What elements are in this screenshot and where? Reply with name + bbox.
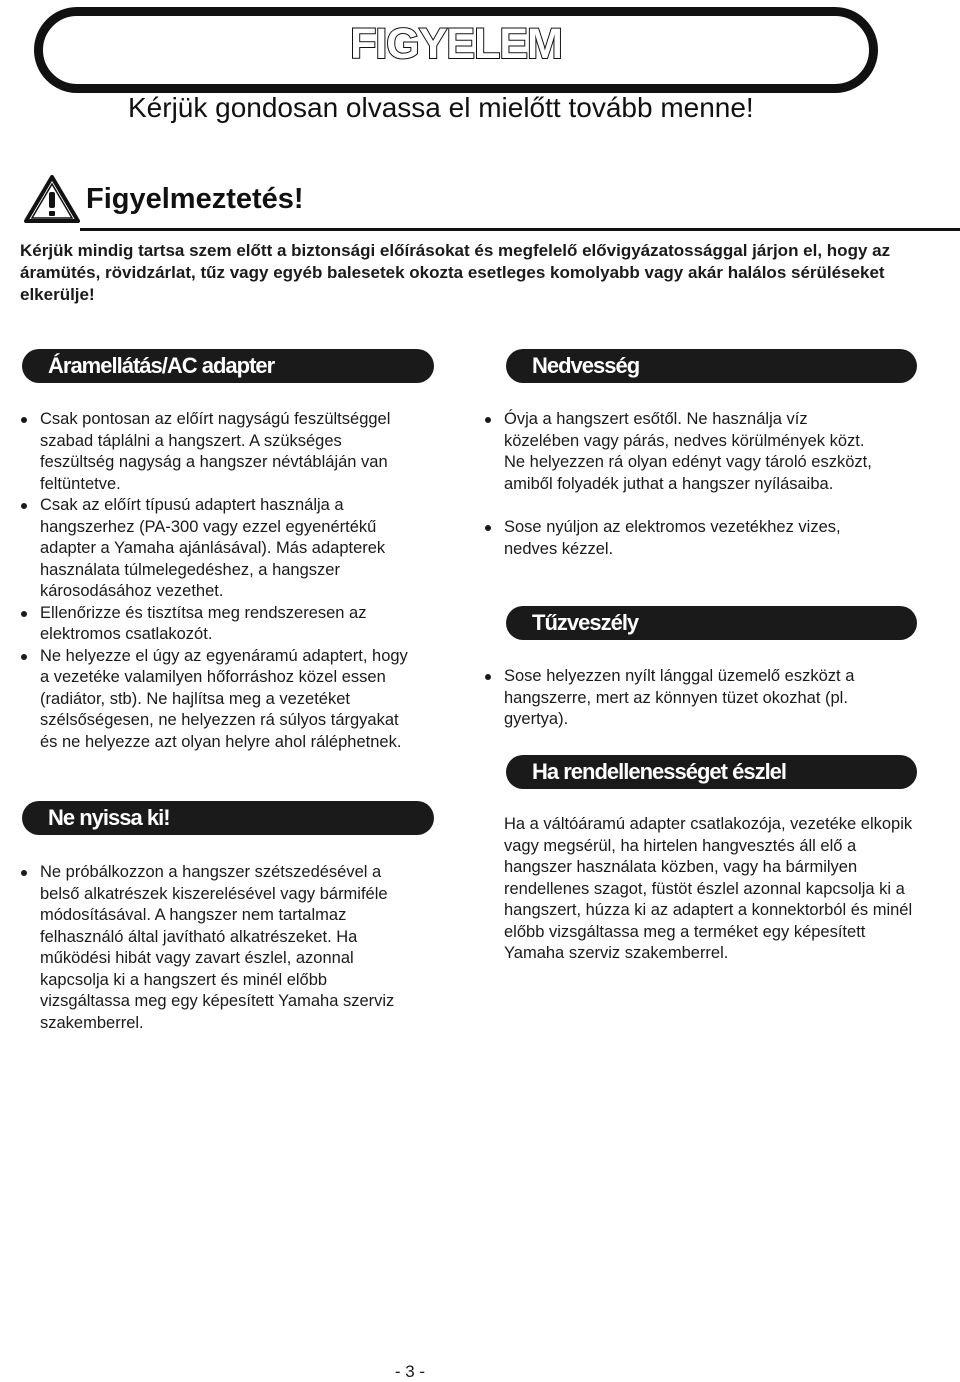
section-header-power: Áramellátás/AC adapter — [22, 349, 434, 383]
list-item: Sose nyúljon az elektromos vezetékhez vizes, nedves kézzel. — [484, 517, 884, 560]
list-item: Ne helyezze el úgy az egyenáramú adaptert, hogy a vezetéke valamilyen hőforráshoz közel essen (radiátor, stb). Ne hajlítsa meg a vezetéket szélsőségesen, ne helyezzen rá súlyos tárgyakat és ne helyezze azt olyan helyre ahol ráléphetnek. — [20, 646, 420, 754]
page-number: - 3 - — [394, 1362, 426, 1381]
warning-triangle-icon — [24, 174, 80, 224]
section-header-moisture: Nedvesség — [506, 349, 917, 383]
warning-text: Kérjük mindig tartsa szem előtt a biztonsági előírásokat és megfelelő elővigyázatossággal járjon el, hogy az áramütés, rövidzárlat, tűz vagy egyéb balesetek okozta esetleges komolyabb vagy akár halálos sérüléseket elkerülje! — [20, 241, 891, 304]
divider — [80, 228, 960, 231]
fire-list — [484, 666, 884, 731]
power-list — [20, 409, 420, 753]
section-header-do-not-open: Ne nyissa ki! — [22, 801, 434, 835]
subtitle: Kérjük gondosan olvassa el mielőtt tovább menne! — [128, 92, 754, 123]
list-item: Csak az előírt típusú adaptert használja a hangszerhez (PA-300 vagy ezzel egyenértékű adapter a Yamaha ajánlásával). Más adapterek használata túlmelegedéshez, a hangszer károsodásához vezethet. — [20, 495, 420, 603]
list-item: Sose helyezzen nyílt lánggal üzemelő eszközt a hangszerre, mert az könnyen tüzet okozhat (pl. gyertya). — [484, 666, 884, 731]
abnormal-text: Ha a váltóáramú adapter csatlakozója, vezetéke elkopik vagy megsérül, ha hirtelen hangvesztés áll elő a hangszer használata közben, vagy ha bármilyen rendellenes szagot, füstöt észlel azonnal kapcsolja ki a hangszert, húzza ki az adaptert a konnektorból és minél előbb vizsgáltassa meg a terméket egy képesített Yamaha szerviz szakemberrel. — [504, 815, 913, 962]
section-header-fire: Tűzveszély — [506, 606, 917, 640]
list-item: Óvja a hangszert esőtől. Ne használja víz közelében vagy párás, nedves körülmények közt. Ne helyezzen rá olyan edényt vagy tároló eszközt, amiből folyadék juthat a hangszer nyílásaiba. — [484, 409, 884, 495]
page-title: FIGYELEM — [350, 20, 562, 68]
list-item: Ne próbálkozzon a hangszer szétszedésével a belső alkatrészek kiszerelésével vagy bármiféle módosításával. A hangszer nem tartalmaz felhasználó által javítható alkatrészeket. Ha működési hibát vagy zavart észlel, azonnal kapcsolja ki a hangszert és minél előbb vizsgáltassa meg egy képesített Yamaha szerviz szakemberrel. — [20, 862, 420, 1034]
list-item: Ellenőrizze és tisztítsa meg rendszeresen az elektromos csatlakozót. — [20, 603, 420, 646]
open-list — [20, 862, 420, 1034]
warning-title: Figyelmeztetés! — [86, 183, 304, 215]
list-item: Csak pontosan az előírt nagyságú feszültséggel szabad táplálni a hangszert. A szükséges feszültség nagyság a hangszer névtábláján van feltüntetve. — [20, 409, 420, 495]
section-header-abnormal: Ha rendellenességet észlel — [506, 755, 917, 789]
moisture-list — [484, 409, 884, 560]
